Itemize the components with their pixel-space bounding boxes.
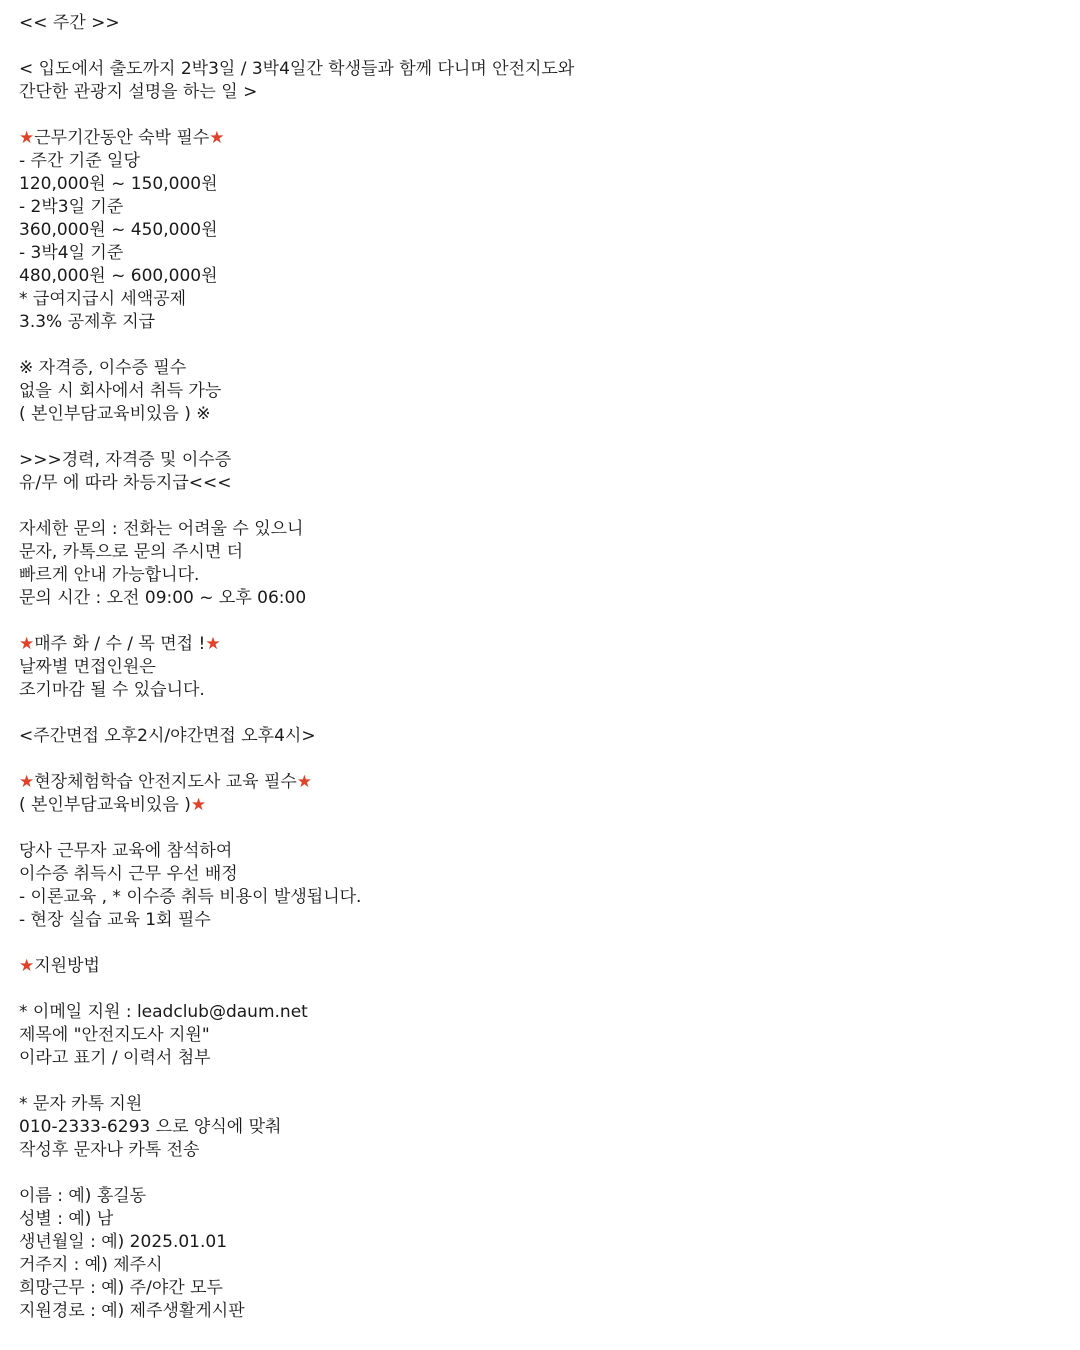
text-line — [19, 219, 1059, 242]
text-line — [19, 1139, 1059, 1162]
line-text: << 주간 >> — [19, 13, 120, 33]
line-text: 작성후 문자나 카톡 전송 — [19, 1140, 200, 1160]
text-line — [19, 840, 1059, 863]
line-text: 유/무 에 따라 차등지급<<< — [19, 473, 232, 493]
blank-line — [19, 1162, 1059, 1185]
line-text: 현장체험학습 안전지도사 교육 필수 — [34, 772, 297, 792]
line-text: 빠르게 안내 가능합니다. — [19, 565, 200, 585]
text-line — [19, 1047, 1059, 1070]
text-line — [19, 909, 1059, 932]
line-text: 없을 시 회사에서 취득 가능 — [19, 381, 222, 401]
star-icon: ★ — [209, 128, 225, 148]
text-line — [19, 656, 1059, 679]
text-line — [19, 955, 1059, 978]
star-icon: ★ — [19, 772, 35, 792]
line-text: 자세한 문의 : 전화는 어려울 수 있으니 — [19, 519, 304, 539]
line-text: * 이메일 지원 : leadclub@daum.net — [19, 1002, 308, 1022]
blank-line — [19, 1070, 1059, 1093]
line-text: 문의 시간 : 오전 09:00 ~ 오후 06:00 — [19, 588, 307, 608]
text-line — [19, 288, 1059, 311]
blank-line — [19, 426, 1059, 449]
text-line — [19, 794, 1059, 817]
text-line — [19, 633, 1059, 656]
line-text: <주간면접 오후2시/야간면접 오후4시> — [19, 726, 316, 746]
line-text: * 문자 카톡 지원 — [19, 1094, 143, 1114]
star-icon: ★ — [296, 772, 313, 792]
text-line — [19, 449, 1059, 472]
line-text: 010-2333-6293 으로 양식에 맞춰 — [19, 1117, 282, 1137]
line-text: 120,000원 ~ 150,000원 — [19, 174, 218, 194]
line-text: ※ 자격증, 이수증 필수 — [19, 358, 187, 378]
line-text: 희망근무 : 예) 주/야간 모두 — [19, 1278, 223, 1298]
line-text: 거주지 : 예) 제주시 — [19, 1255, 163, 1275]
star-icon: ★ — [19, 634, 35, 654]
blank-line — [19, 978, 1059, 1001]
line-text: 날짜별 면접인원은 — [19, 657, 156, 677]
text-line — [19, 472, 1059, 495]
line-text: 간단한 관광지 설명을 하는 일 > — [19, 82, 258, 102]
blank-line — [19, 817, 1059, 840]
star-icon: ★ — [19, 128, 35, 148]
star-icon: ★ — [19, 956, 35, 976]
text-line — [19, 127, 1059, 150]
line-text: ( 본인부담교육비있음 ) — [19, 795, 191, 815]
text-line — [19, 1300, 1059, 1323]
line-text: - 현장 실습 교육 1회 필수 — [19, 910, 211, 930]
text-line — [19, 1277, 1059, 1300]
line-text: 지원방법 — [34, 956, 100, 976]
text-line — [19, 1093, 1059, 1116]
blank-line — [19, 334, 1059, 357]
line-text: 생년월일 : 예) 2025.01.01 — [19, 1232, 228, 1252]
text-line — [19, 1208, 1059, 1231]
text-line — [19, 863, 1059, 886]
blank-line — [19, 35, 1059, 58]
text-line — [19, 403, 1059, 426]
job-posting-document — [19, 12, 1059, 1323]
line-text: - 2박3일 기준 — [19, 197, 124, 217]
text-line — [19, 265, 1059, 288]
line-text: 이수증 취득시 근무 우선 배정 — [19, 864, 238, 884]
text-line — [19, 1001, 1059, 1024]
text-line — [19, 58, 1059, 81]
text-line — [19, 150, 1059, 173]
text-line — [19, 564, 1059, 587]
text-line — [19, 518, 1059, 541]
line-text: 이라고 표기 / 이력서 첨부 — [19, 1048, 211, 1068]
text-line — [19, 886, 1059, 909]
text-line — [19, 12, 1059, 35]
blank-line — [19, 932, 1059, 955]
text-line — [19, 1231, 1059, 1254]
line-text: 480,000원 ~ 600,000원 — [19, 266, 218, 286]
text-line — [19, 771, 1059, 794]
text-line — [19, 1185, 1059, 1208]
text-line — [19, 679, 1059, 702]
text-line — [19, 173, 1059, 196]
blank-line — [19, 748, 1059, 771]
text-line — [19, 1254, 1059, 1277]
line-text: >>>경력, 자격증 및 이수증 — [19, 450, 232, 470]
line-text: * 급여지급시 세액공제 — [19, 289, 187, 309]
text-line — [19, 725, 1059, 748]
text-line — [19, 541, 1059, 564]
line-text: 제목에 "안전지도사 지원" — [19, 1025, 210, 1045]
text-line — [19, 242, 1059, 265]
line-text: 3.3% 공제후 지급 — [19, 312, 156, 332]
line-text: 매주 화 / 수 / 목 면접 ! — [34, 634, 206, 654]
line-text: - 주간 기준 일당 — [19, 151, 140, 171]
line-text: 성별 : 예) 남 — [19, 1209, 114, 1229]
blank-line — [19, 104, 1059, 127]
text-line — [19, 357, 1059, 380]
text-line — [19, 1024, 1059, 1047]
star-icon: ★ — [190, 795, 207, 815]
text-line — [19, 81, 1059, 104]
line-text: - 이론교육 , * 이수증 취득 비용이 발생됩니다. — [19, 887, 362, 907]
line-text: 360,000원 ~ 450,000원 — [19, 220, 218, 240]
text-line — [19, 587, 1059, 610]
line-text: - 3박4일 기준 — [19, 243, 124, 263]
line-text: 이름 : 예) 홍길동 — [19, 1186, 147, 1206]
text-line — [19, 311, 1059, 334]
line-text: 당사 근무자 교육에 참석하여 — [19, 841, 233, 861]
line-text: 문자, 카톡으로 문의 주시면 더 — [19, 542, 244, 562]
text-line — [19, 380, 1059, 403]
text-line — [19, 196, 1059, 219]
line-text: 지원경로 : 예) 제주생활게시판 — [19, 1301, 245, 1321]
blank-line — [19, 610, 1059, 633]
line-text: 조기마감 될 수 있습니다. — [19, 680, 205, 700]
blank-line — [19, 702, 1059, 725]
star-icon: ★ — [205, 634, 221, 654]
line-text: < 입도에서 출도까지 2박3일 / 3박4일간 학생들과 함께 다니며 안전지도와 — [19, 59, 575, 79]
blank-line — [19, 495, 1059, 518]
line-text: 근무기간동안 숙박 필수 — [34, 128, 210, 148]
text-line — [19, 1116, 1059, 1139]
line-text: ( 본인부담교육비있음 ) ※ — [19, 404, 211, 424]
